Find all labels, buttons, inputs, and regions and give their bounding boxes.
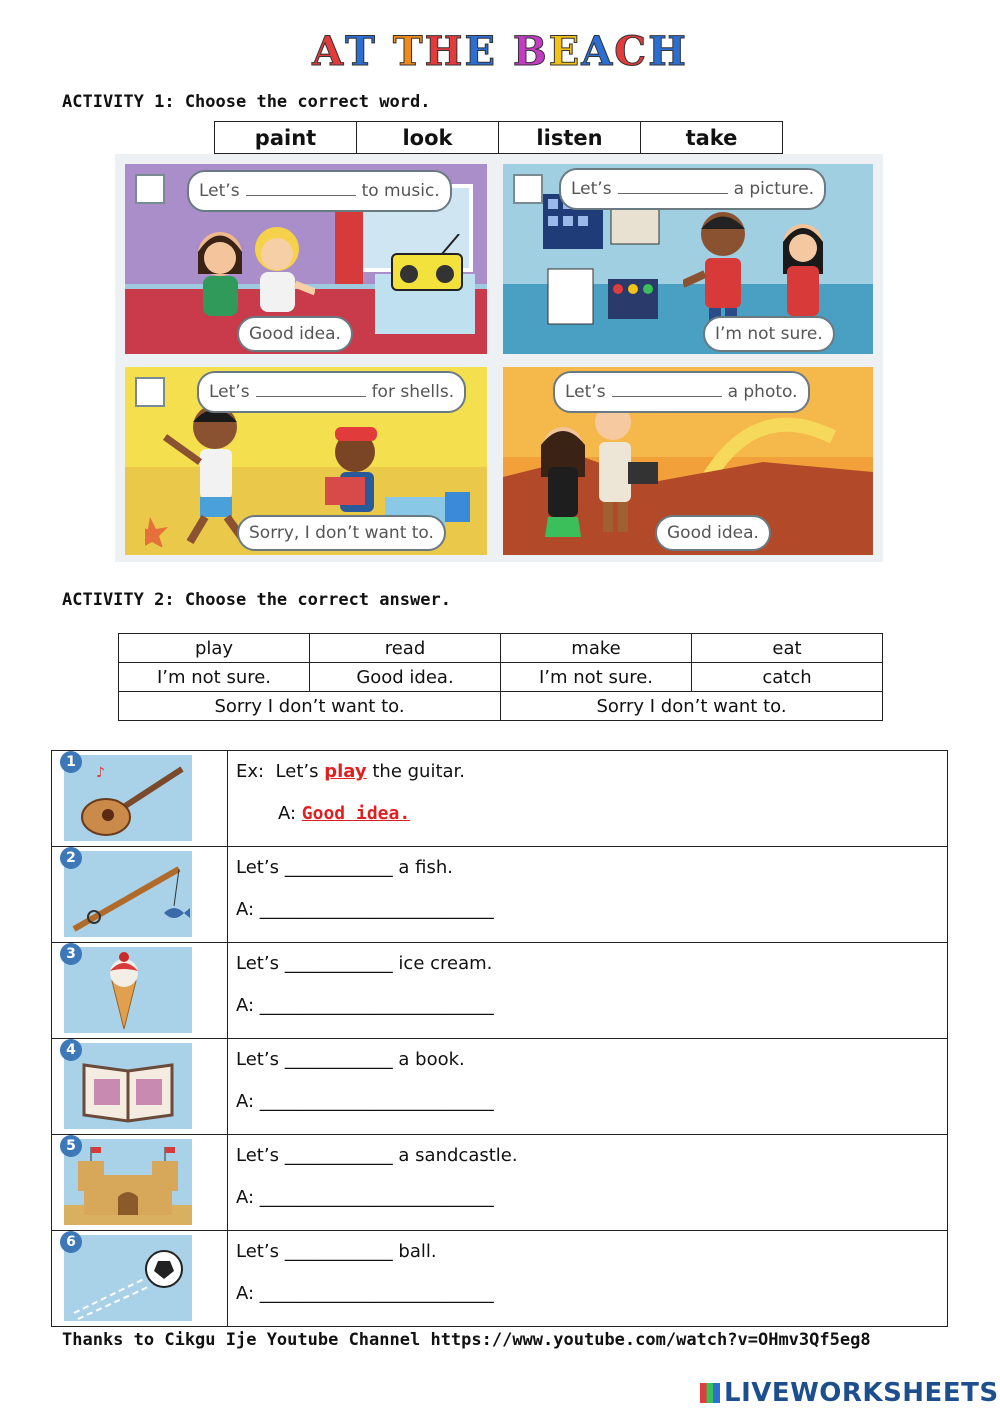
sandcastle-icon (64, 1139, 192, 1225)
answer-option[interactable]: read (310, 634, 501, 663)
answer-option[interactable]: play (119, 634, 310, 663)
picture-cell (52, 1135, 228, 1231)
panel-checkbox[interactable] (135, 377, 165, 407)
question-number: 6 (60, 1231, 82, 1253)
answer-line[interactable]: A: __________________________ (236, 899, 494, 920)
question-cell (228, 1039, 948, 1135)
question-text: Let’s ____________ a book. (236, 1049, 465, 1070)
question-cell (228, 847, 948, 943)
answer-line[interactable]: A: __________________________ (236, 1283, 494, 1304)
reply-bubble: I’m not sure. (703, 316, 835, 352)
word-bank-1-cell[interactable]: listen (499, 122, 641, 154)
answer-line[interactable]: A: __________________________ (236, 1187, 494, 1208)
picture-cell (52, 943, 228, 1039)
picture-cell (52, 847, 228, 943)
children-icon (185, 214, 315, 324)
title-letter: H (424, 28, 465, 75)
title-letter (497, 28, 513, 75)
speech-bubble: Let’s to music. (187, 170, 452, 212)
speech-bubble: Let’s for shells. (197, 371, 466, 413)
ice-cream-icon (64, 947, 192, 1033)
table-row (52, 751, 948, 847)
brand-name: LIVEWORKSHEETS (724, 1378, 999, 1408)
answer-option[interactable]: I’m not sure. (119, 663, 310, 692)
comic-panel-beach (125, 367, 487, 555)
reply-bubble: Good idea. (237, 316, 353, 352)
question-text: Let’s ____________ ice cream. (236, 953, 493, 974)
answer-option[interactable]: Sorry I don’t want to. (119, 692, 501, 721)
table-row (52, 1135, 948, 1231)
painting-supplies-icon (543, 194, 663, 334)
footer-credit: Thanks to Cikgu Ije Youtube Channel https://www.youtube.com/watch?v=OHmv3Qf5eg8 (62, 1330, 871, 1350)
question-number: 2 (60, 847, 82, 869)
brand-logo-icon (700, 1383, 720, 1403)
answer-option[interactable]: I’m not sure. (501, 663, 692, 692)
title-letter: E (548, 28, 582, 75)
fishing-rod-icon (64, 851, 192, 937)
answer-option[interactable]: eat (692, 634, 883, 663)
comic-illustration (115, 154, 883, 562)
table-row (52, 1231, 948, 1327)
ball-icon (64, 1235, 192, 1321)
title-letter: A (581, 28, 615, 75)
picture-tile (64, 851, 192, 937)
picture-tile (64, 1139, 192, 1225)
activity2-heading: ACTIVITY 2: Choose the correct answer. (62, 590, 451, 610)
page-title (0, 28, 1000, 75)
answer-option[interactable]: Good idea. (310, 663, 501, 692)
comic-panel-art (503, 164, 873, 354)
picture-tile (64, 947, 192, 1033)
comic-panel-photo (503, 367, 873, 555)
example-answer: A: Good idea. (278, 803, 411, 824)
example-question: Ex: Let’s play the guitar. (236, 761, 466, 782)
answer-line[interactable]: A: __________________________ (236, 1091, 494, 1112)
title-letter: H (648, 28, 688, 75)
question-cell (228, 1231, 948, 1327)
table-row (52, 1039, 948, 1135)
question-cell (228, 751, 948, 847)
speech-bubble: Let’s a photo. (553, 371, 810, 413)
question-number: 1 (60, 751, 82, 773)
table-row (52, 847, 948, 943)
word-bank-1 (214, 121, 783, 154)
panel-checkbox[interactable] (135, 174, 165, 204)
title-letter: E (464, 28, 497, 75)
picture-cell (52, 751, 228, 847)
title-letter: B (512, 28, 549, 75)
answer-line[interactable]: A: __________________________ (236, 995, 494, 1016)
picture-tile (64, 1043, 192, 1129)
reply-bubble: Sorry, I don’t want to. (237, 515, 446, 551)
picture-tile (64, 755, 192, 841)
picture-cell (52, 1039, 228, 1135)
exercise-table (51, 750, 948, 1327)
question-text: Let’s ____________ a sandcastle. (236, 1145, 518, 1166)
picture-cell (52, 1231, 228, 1327)
title-letter: T (392, 28, 425, 75)
question-cell (228, 943, 948, 1039)
radio-icon (387, 234, 467, 294)
answer-option[interactable]: Sorry I don’t want to. (501, 692, 883, 721)
panel-checkbox[interactable] (513, 174, 543, 204)
table-row (52, 943, 948, 1039)
title-letter: T (345, 28, 377, 75)
answer-option[interactable]: make (501, 634, 692, 663)
picture-tile (64, 1235, 192, 1321)
title-letter: C (614, 28, 649, 75)
question-number: 3 (60, 943, 82, 965)
word-bank-1-cell[interactable]: look (357, 122, 499, 154)
question-number: 4 (60, 1039, 82, 1061)
question-text: Let’s ____________ a fish. (236, 857, 454, 878)
title-letter (377, 28, 393, 75)
book-icon (64, 1043, 192, 1129)
brand-logo (700, 1378, 999, 1408)
word-bank-1-cell[interactable]: take (641, 122, 783, 154)
question-cell (228, 1135, 948, 1231)
activity1-heading: ACTIVITY 1: Choose the correct word. (62, 92, 431, 112)
question-number: 5 (60, 1135, 82, 1157)
guitar-icon (64, 755, 192, 841)
comic-panel-music (125, 164, 487, 354)
speech-bubble: Let’s a picture. (559, 168, 826, 210)
title-letter: A (312, 28, 346, 75)
question-text: Let’s ____________ ball. (236, 1241, 437, 1262)
reply-bubble: Good idea. (655, 515, 771, 551)
answer-option[interactable]: catch (692, 663, 883, 692)
word-bank-1-cell[interactable]: paint (215, 122, 357, 154)
word-bank-2 (118, 633, 883, 721)
svg-text:♪: ♪ (96, 765, 105, 781)
